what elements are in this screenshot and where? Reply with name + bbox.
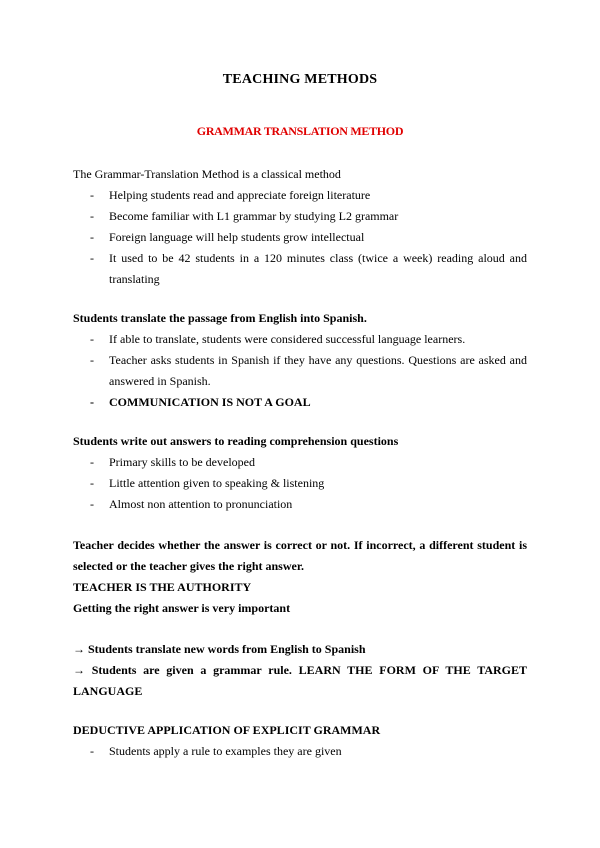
list-item: - Students apply a rule to examples they are given <box>73 741 527 762</box>
section1-heading: Students translate the passage from English into Spanish. <box>73 311 367 325</box>
list-item: - Almost non attention to pronunciation <box>73 494 527 515</box>
section3-paragraph: Teacher decides whether the answer is correct or not. If incorrect, a different student is selected or the teacher gives the right answer. <box>73 538 527 573</box>
section3-importance-line: Getting the right answer is very important <box>73 601 291 615</box>
section3-authority-line: TEACHER IS THE AUTHORITY <box>73 580 252 594</box>
document-body <box>73 164 527 762</box>
list-item: - Little attention given to speaking & listening <box>73 473 527 494</box>
list-item: - Foreign language will help students grow intellectual <box>73 227 527 248</box>
list-item: - Become familiar with L1 grammar by studying L2 grammar <box>73 206 527 227</box>
intro-text: The Grammar-Translation Method is a classical method <box>73 167 341 181</box>
arrow-line-grammar-rule: → Students are given a grammar rule. LEARN THE FORM OF THE TARGET LANGUAGE <box>73 663 527 698</box>
list-item: - If able to translate, students were considered successful language learners. <box>73 329 527 350</box>
list-item: - Teacher asks students in Spanish if they have any questions. Questions are asked and answered in Spanish. <box>73 350 527 392</box>
list-item: - Helping students read and appreciate foreign literature <box>73 185 527 206</box>
section4-heading: DEDUCTIVE APPLICATION OF EXPLICIT GRAMMAR <box>73 723 381 737</box>
list-item: - COMMUNICATION IS NOT A GOAL <box>73 392 527 413</box>
intro-list <box>73 185 527 290</box>
list-item: - Primary skills to be developed <box>73 452 527 473</box>
section2-list <box>73 452 527 515</box>
page-title: TEACHING METHODS <box>222 72 378 87</box>
list-item: - It used to be 42 students in a 120 minutes class (twice a week) reading aloud and translating <box>73 248 527 290</box>
section-title: GRAMMAR TRANSLATION METHOD <box>196 124 404 138</box>
section4-list <box>73 741 527 762</box>
section2-heading: Students write out answers to reading comprehension questions <box>73 434 399 448</box>
section1-list <box>73 329 527 413</box>
arrow-line-translate: → Students translate new words from English to Spanish <box>73 642 366 656</box>
